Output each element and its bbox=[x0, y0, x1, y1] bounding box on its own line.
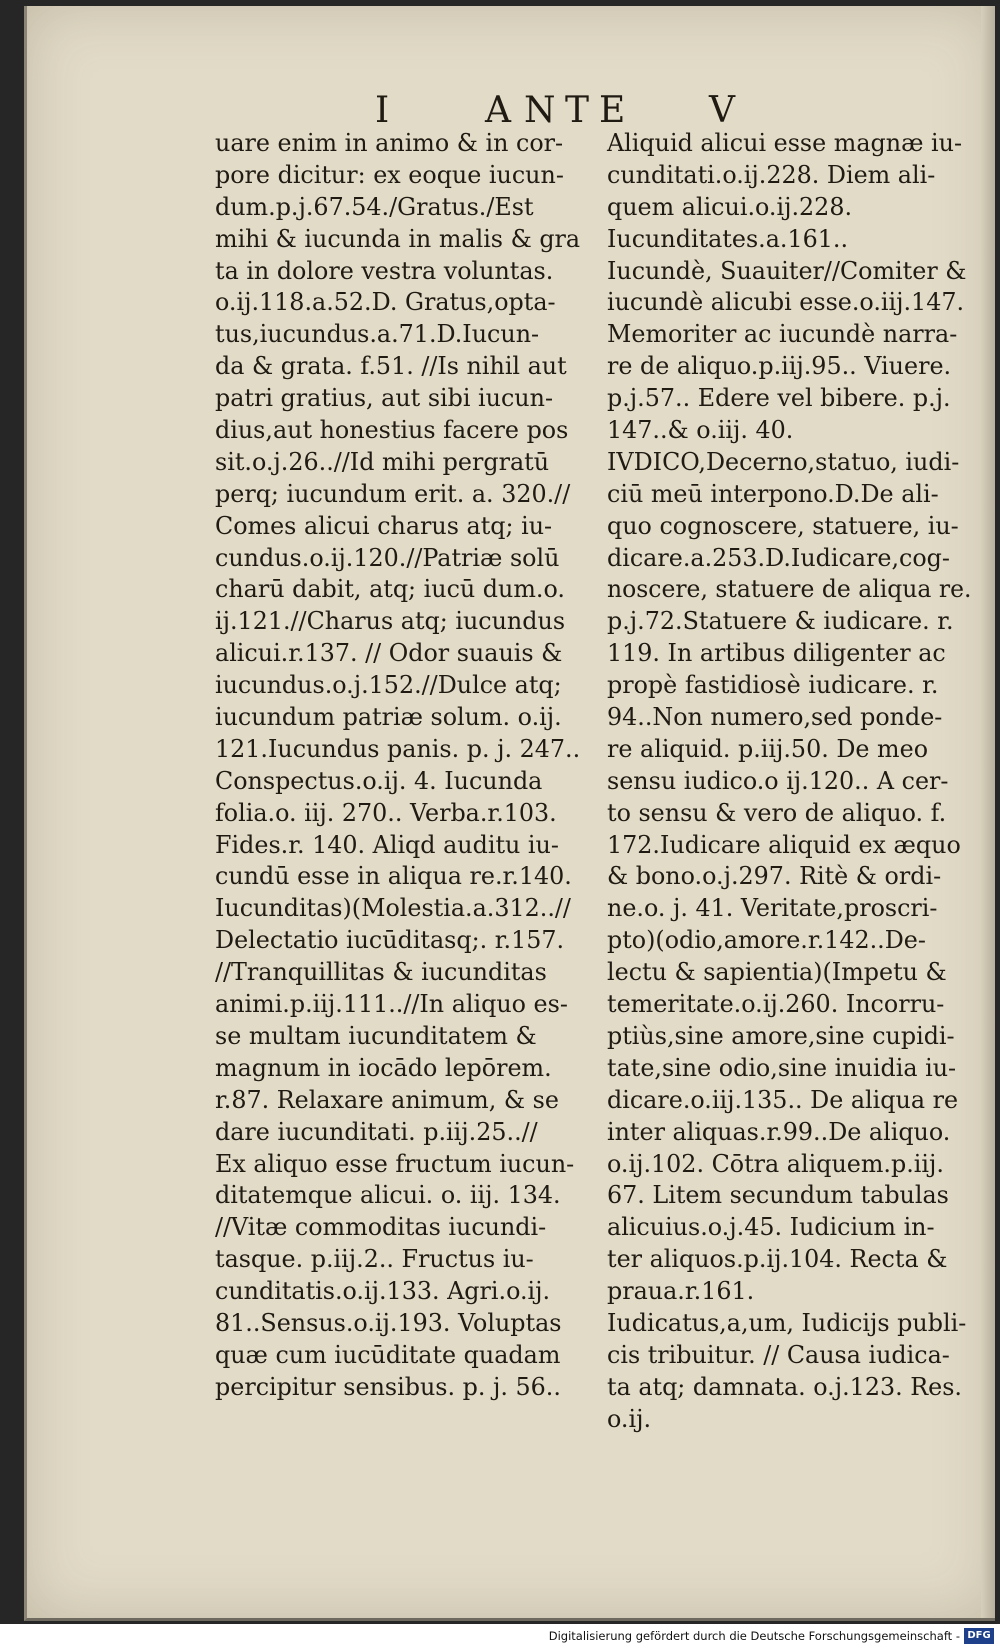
text-line: quem alicui.o.ij.228. bbox=[607, 192, 853, 221]
text-line: quo cognoscere, statuere, iu- bbox=[607, 511, 959, 540]
text-line: ptiùs,sine amore,sine cupidi- bbox=[607, 1021, 955, 1050]
text-line: o.ij.102. Cōtra aliquem.p.iij. bbox=[607, 1149, 944, 1178]
page-edge bbox=[981, 6, 995, 1618]
text-line: percipitur sensibus. p. j. 56.. bbox=[215, 1372, 561, 1401]
running-head-letter: A bbox=[485, 90, 511, 131]
text-line: praua.r.161. bbox=[607, 1277, 755, 1306]
text-line: se multam iucunditatem & bbox=[215, 1021, 537, 1050]
text-line: uare enim in animo & in cor- bbox=[215, 129, 564, 157]
text-line: 94..Non numero,sed ponde- bbox=[607, 703, 943, 732]
right-column bbox=[607, 128, 976, 1436]
text-line: dius,aut honestius facere pos bbox=[215, 416, 569, 445]
text-line: 172.Iudicare aliquid ex æquo bbox=[607, 830, 961, 859]
text-line: ij.121.//Charus atq; iucundus bbox=[215, 607, 566, 636]
text-line: tasque. p.iij.2.. Fructus iu- bbox=[215, 1245, 534, 1274]
running-head-letter: N bbox=[524, 90, 556, 131]
text-line: & bono.o.j.297. Ritè & ordi- bbox=[607, 862, 942, 891]
text-line: 147..& o.iij. 40. bbox=[607, 416, 794, 445]
running-head bbox=[27, 90, 995, 130]
text-line: sensu iudico.o ij.120.. A cer- bbox=[607, 766, 949, 795]
running-head-letter: I bbox=[375, 90, 390, 131]
dfg-logo: DFG bbox=[964, 1628, 994, 1644]
text-line: Fides.r. 140. Aliqd auditu iu- bbox=[215, 830, 559, 859]
text-line: tate,sine odio,sine inuidia iu- bbox=[607, 1053, 957, 1082]
text-line: re de aliquo.p.iij.95.. Viuere. bbox=[607, 352, 952, 381]
running-head-letter: T bbox=[565, 90, 590, 131]
text-line: iucundè alicubi esse.o.iij.147. bbox=[607, 288, 965, 317]
text-line: pto)(odio,amore.r.142..De- bbox=[607, 926, 926, 955]
text-line: 81..Sensus.o.ij.193. Voluptas bbox=[215, 1308, 562, 1337]
text-line: temeritate.o.ij.260. Incorru- bbox=[607, 990, 945, 1019]
text-line: ciū meū interpono.D.De ali- bbox=[607, 479, 939, 508]
text-line: cunditati.o.ij.228. Diem ali- bbox=[607, 160, 936, 189]
text-line: p.j.57.. Edere vel bibere. p.j. bbox=[607, 384, 951, 413]
text-line: Iucundè, Suauiter//Comiter & bbox=[607, 256, 967, 285]
text-line: p.j.72.Statuere & iudicare. r. bbox=[607, 607, 954, 636]
text-line: pore dicitur: ex eoque iucun- bbox=[215, 160, 564, 189]
text-line: o.ij.118.a.52.D. Gratus,opta- bbox=[215, 288, 556, 317]
text-line: cundū esse in aliqua re.r.140. bbox=[215, 862, 572, 891]
text-line: tus,iucundus.a.71.D.Iucun- bbox=[215, 320, 540, 349]
text-line: mihi & iucunda in malis & gra bbox=[215, 224, 581, 253]
text-line: r.87. Relaxare animum, & se bbox=[215, 1085, 559, 1114]
text-line: alicuius.o.j.45. Iudicium in- bbox=[607, 1213, 935, 1242]
footer-bar bbox=[0, 1624, 1000, 1650]
running-head-letter: E bbox=[599, 90, 626, 131]
text-line: folia.o. iij. 270.. Verba.r.103. bbox=[215, 798, 557, 827]
text-line: dum.p.j.67.54./Gratus./Est bbox=[215, 192, 534, 221]
text-line: iucundum patriæ solum. o.ij. bbox=[215, 703, 562, 732]
text-line: animi.p.iij.111..//In aliquo es- bbox=[215, 990, 568, 1019]
text-line: //Vitæ commoditas iucundi- bbox=[215, 1213, 547, 1242]
text-line: alicui.r.137. // Odor suauis & bbox=[215, 639, 563, 668]
running-head-letter: V bbox=[709, 90, 735, 131]
text-line: ta atq; damnata. o.j.123. Res. bbox=[607, 1372, 963, 1401]
text-line: Delectatio iucūditasq;. r.157. bbox=[215, 926, 565, 955]
text-line: iucundus.o.j.152.//Dulce atq; bbox=[215, 671, 562, 700]
text-line: lectu & sapientia)(Impetu & bbox=[607, 958, 947, 987]
text-line: IVDICO,Decerno,statuo, iudi- bbox=[607, 447, 960, 476]
text-line: 67. Litem secundum tabulas bbox=[607, 1181, 949, 1210]
text-line: noscere, statuere de aliqua re. bbox=[607, 575, 972, 604]
text-line: ter aliquos.p.ij.104. Recta & bbox=[607, 1245, 948, 1274]
text-line: cundus.o.ij.120.//Patriæ solū bbox=[215, 543, 560, 572]
text-line: Memoriter ac iucundè narra- bbox=[607, 320, 958, 349]
book-page bbox=[24, 6, 995, 1621]
text-line: Conspectus.o.ij. 4. Iucunda bbox=[215, 766, 543, 795]
text-line: //Tranquillitas & iucunditas bbox=[215, 958, 547, 987]
text-line: o.ij. bbox=[607, 1404, 652, 1433]
text-line: da & grata. f.51. //Is nihil aut bbox=[215, 352, 567, 381]
text-line: cis tribuitur. // Causa iudica- bbox=[607, 1340, 950, 1369]
footer-credit: Digitalisierung gefördert durch die Deutsche Forschungsgemeinschaft - bbox=[548, 1629, 960, 1643]
text-line: dare iucunditati. p.iij.25..// bbox=[215, 1117, 538, 1146]
text-line: Iucunditas)(Molestia.a.312..// bbox=[215, 894, 571, 923]
text-line: quæ cum iucūditate quadam bbox=[215, 1340, 561, 1369]
text-line: ditatemque alicui. o. iij. 134. bbox=[215, 1181, 561, 1210]
text-line: re aliquid. p.iij.50. De meo bbox=[607, 734, 929, 763]
text-line: cunditatis.o.ij.133. Agri.o.ij. bbox=[215, 1277, 551, 1306]
text-line: dicare.o.iij.135.. De aliqua re bbox=[607, 1085, 959, 1114]
text-line: ne.o. j. 41. Veritate,proscri- bbox=[607, 894, 938, 923]
text-line: Iudicatus,a,um, Iudicijs publi- bbox=[607, 1308, 967, 1337]
left-column bbox=[215, 128, 580, 1404]
text-line: sit.o.j.26..//Id mihi pergratū bbox=[215, 447, 550, 476]
text-line: Ex aliquo esse fructum iucun- bbox=[215, 1149, 575, 1178]
text-line: propè fastidiosè iudicare. r. bbox=[607, 671, 939, 700]
text-line: patri gratius, aut sibi iucun- bbox=[215, 384, 554, 413]
text-line: ta in dolore vestra voluntas. bbox=[215, 256, 554, 285]
text-line: charū dabit, atq; iucū dum.o. bbox=[215, 575, 565, 604]
text-line: Iucunditates.a.161.. bbox=[607, 224, 849, 253]
text-line: dicare.a.253.D.Iudicare,cog- bbox=[607, 543, 950, 572]
text-line: Aliquid alicui esse magnæ iu- bbox=[607, 129, 962, 157]
text-line: 121.Iucundus panis. p. j. 247.. bbox=[215, 734, 581, 763]
text-line: Comes alicui charus atq; iu- bbox=[215, 511, 553, 540]
text-line: magnum in iocādo lepōrem. bbox=[215, 1053, 552, 1082]
text-line: perq; iucundum erit. a. 320.// bbox=[215, 479, 571, 508]
text-line: 119. In artibus diligenter ac bbox=[607, 639, 946, 668]
text-line: inter aliquas.r.99..De aliquo. bbox=[607, 1117, 951, 1146]
text-line: to sensu & vero de aliquo. f. bbox=[607, 798, 947, 827]
